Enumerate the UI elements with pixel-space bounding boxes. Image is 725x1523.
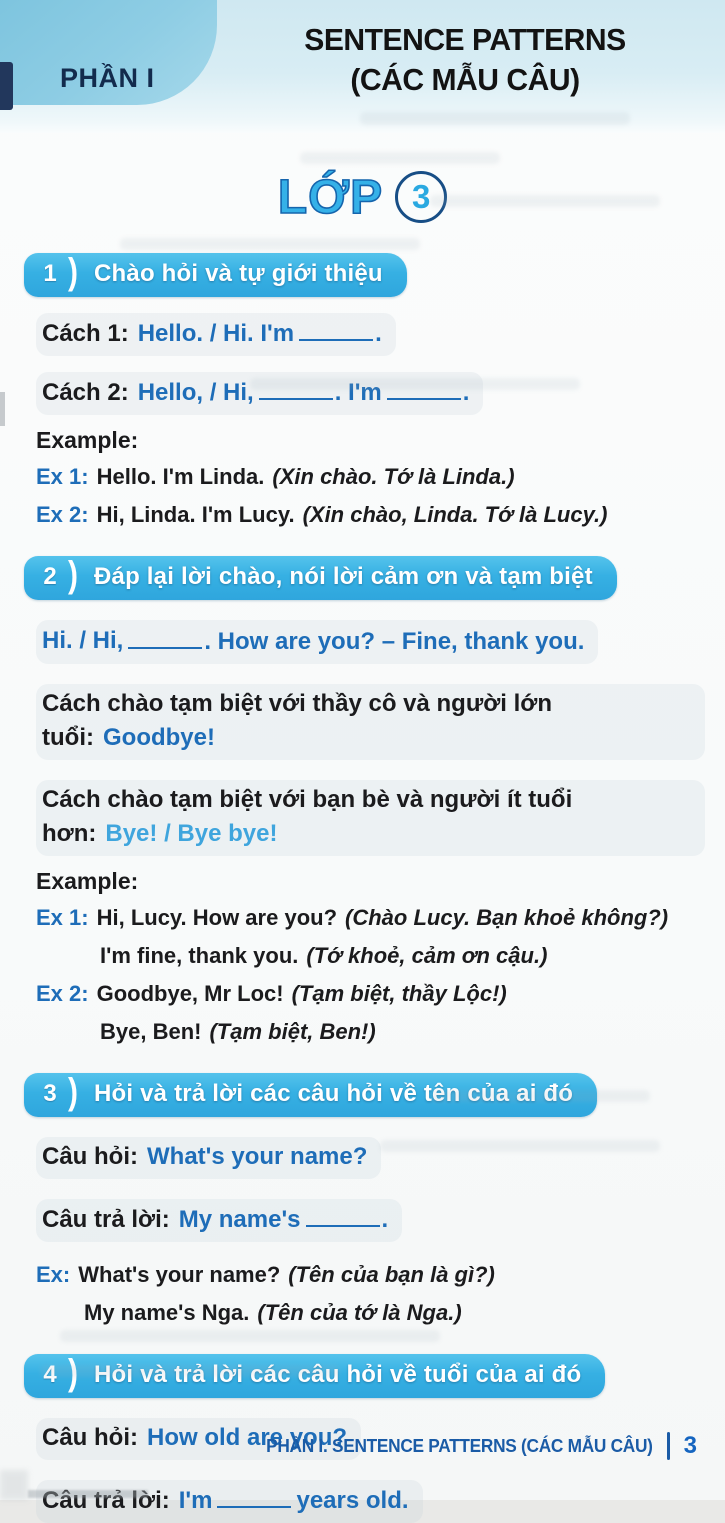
example-line-continuation (36, 1298, 705, 1328)
example-line (36, 979, 705, 1009)
example-english: My name's Nga. (84, 1299, 250, 1325)
note-value: Bye! / Bye bye! (105, 819, 278, 847)
footer-divider (667, 1432, 670, 1460)
answer-text: My name's (178, 1205, 301, 1233)
example-vietnamese: (Tên của bạn là gì?) (288, 1261, 495, 1287)
pattern-end: . (375, 320, 382, 348)
page-title-line1: SENTENCE PATTERNS (304, 22, 626, 57)
scan-artifact (360, 112, 630, 125)
example-line (36, 500, 705, 530)
example-vietnamese: (Tạm biệt, Ben!) (209, 1018, 376, 1044)
example-label: Ex 1: (36, 464, 89, 490)
pattern-text: Hi. / Hi, (42, 627, 124, 655)
scan-artifact (250, 378, 580, 390)
pattern-line (36, 620, 705, 663)
part-label: PHẦN I (60, 63, 155, 93)
example-english: Hi, Linda. I'm Lucy. (96, 502, 295, 528)
fill-in-blank (128, 623, 202, 648)
example-line-continuation (36, 941, 705, 971)
fill-in-blank (217, 1483, 291, 1508)
example-english: Hello. I'm Linda. (96, 464, 265, 490)
scan-artifact (380, 1140, 660, 1152)
answer-line (36, 1199, 705, 1242)
scan-artifact (40, 1365, 340, 1377)
section-2-content (0, 620, 725, 1046)
question-label: Câu hỏi: (42, 1142, 138, 1170)
section-3-content (0, 1137, 725, 1328)
example-line (36, 1260, 705, 1290)
scan-edge-mark (0, 392, 5, 426)
section-2-title: Đáp lại lời chào, nói lời cảm ơn và tạm biệt (94, 563, 593, 591)
example-english: What's your name? (78, 1261, 281, 1287)
example-vietnamese: (Xin chào, Linda. Tớ là Lucy.) (302, 502, 608, 528)
scan-edge-mark (0, 1470, 28, 1500)
usage-note (36, 780, 705, 856)
answer-text: I'm (178, 1486, 213, 1514)
pattern-text: . How are you? – Fine, thank you. (204, 627, 585, 655)
section-3-title: Hỏi và trả lời các câu hỏi về tên của ai đó (94, 1079, 574, 1107)
answer-line (36, 1480, 705, 1523)
note-label: Cách chào tạm biệt với bạn bè và người ít tuổi hơn: (42, 785, 573, 847)
usage-note (36, 684, 705, 760)
badge-paren-icon: ) (68, 251, 78, 293)
scan-artifact (60, 1330, 440, 1342)
pattern-end: . (462, 379, 470, 407)
example-heading: Example: (36, 427, 139, 454)
page-title (247, 20, 684, 100)
pattern-text: Hello, / Hi, (137, 379, 254, 407)
badge-paren-icon: ) (68, 554, 78, 597)
page-title-line2: (CÁC MẪU CÂU) (350, 62, 580, 97)
page-footer (250, 1432, 697, 1460)
example-vietnamese: (Xin chào. Tớ là Linda.) (272, 464, 515, 490)
pattern-label: Cách 1: (42, 320, 129, 348)
example-label: Ex 2: (36, 980, 89, 1006)
example-label: Ex: (36, 1261, 71, 1287)
section-1-content (0, 313, 725, 530)
example-line (36, 903, 705, 933)
footer-running-title: PHẦN I. SENTENCE PATTERNS (CÁC MẪU CÂU) (266, 1435, 653, 1456)
section-2-number: 2 (43, 563, 57, 591)
section-3-number: 3 (43, 1079, 57, 1107)
example-vietnamese: (Tên của tớ là Nga.) (257, 1299, 462, 1325)
example-english: Goodbye, Mr Loc! (96, 980, 284, 1006)
answer-label: Câu trả lời: (42, 1486, 170, 1514)
question-text: What's your name? (147, 1142, 368, 1170)
example-label: Ex 2: (36, 502, 89, 528)
badge-paren-icon: ) (68, 1352, 78, 1394)
pattern-line (36, 313, 705, 356)
example-label: Ex 1: (36, 904, 89, 930)
fill-in-blank (299, 316, 373, 341)
example-vietnamese: (Chào Lucy. Bạn khoẻ không?) (345, 904, 669, 930)
section-1-title: Chào hỏi và tự giới thiệu (94, 260, 383, 287)
spine-tab (0, 62, 13, 110)
grade-number-circle: 3 (395, 171, 447, 223)
section-1-badge (24, 253, 407, 297)
pattern-label: Cách 2: (42, 379, 129, 407)
question-text: How old are you? (147, 1423, 348, 1451)
example-line (36, 462, 705, 492)
question-label: Câu hỏi: (42, 1423, 138, 1451)
section-4-title: Hỏi và trả lời các câu hỏi về tuổi của ai đó (94, 1360, 582, 1388)
example-vietnamese: (Tạm biệt, thầy Lộc!) (291, 980, 507, 1006)
scan-artifact (430, 195, 660, 207)
note-value: Goodbye! (102, 723, 215, 751)
badge-paren-icon: ) (68, 1071, 78, 1113)
scan-artifact (430, 1090, 650, 1102)
page-number: 3 (683, 1432, 697, 1459)
section-1-number: 1 (43, 260, 57, 287)
section-2-badge (24, 556, 617, 600)
example-english: Hi, Lucy. How are you? (96, 904, 338, 930)
pattern-text: . I'm (334, 379, 382, 407)
scan-edge-mark (28, 1490, 148, 1498)
example-vietnamese: (Tớ khoẻ, cảm ơn cậu.) (306, 942, 548, 968)
grade-label: LỚP (277, 170, 384, 224)
scan-artifact (300, 152, 500, 164)
note-label: Cách chào tạm biệt với thầy cô và người lớn tuổi: (42, 689, 553, 751)
answer-label: Câu trả lời: (42, 1205, 170, 1233)
pattern-text: Hello. / Hi. I'm (137, 320, 295, 348)
section-4-number: 4 (43, 1360, 57, 1388)
example-line-continuation (36, 1017, 705, 1047)
fill-in-blank (306, 1202, 380, 1227)
example-heading: Example: (36, 867, 139, 894)
answer-end: . (381, 1205, 389, 1233)
example-english: Bye, Ben! (100, 1018, 202, 1044)
answer-text: years old. (296, 1486, 409, 1514)
example-english: I'm fine, thank you. (100, 942, 299, 968)
scan-artifact (120, 238, 420, 250)
